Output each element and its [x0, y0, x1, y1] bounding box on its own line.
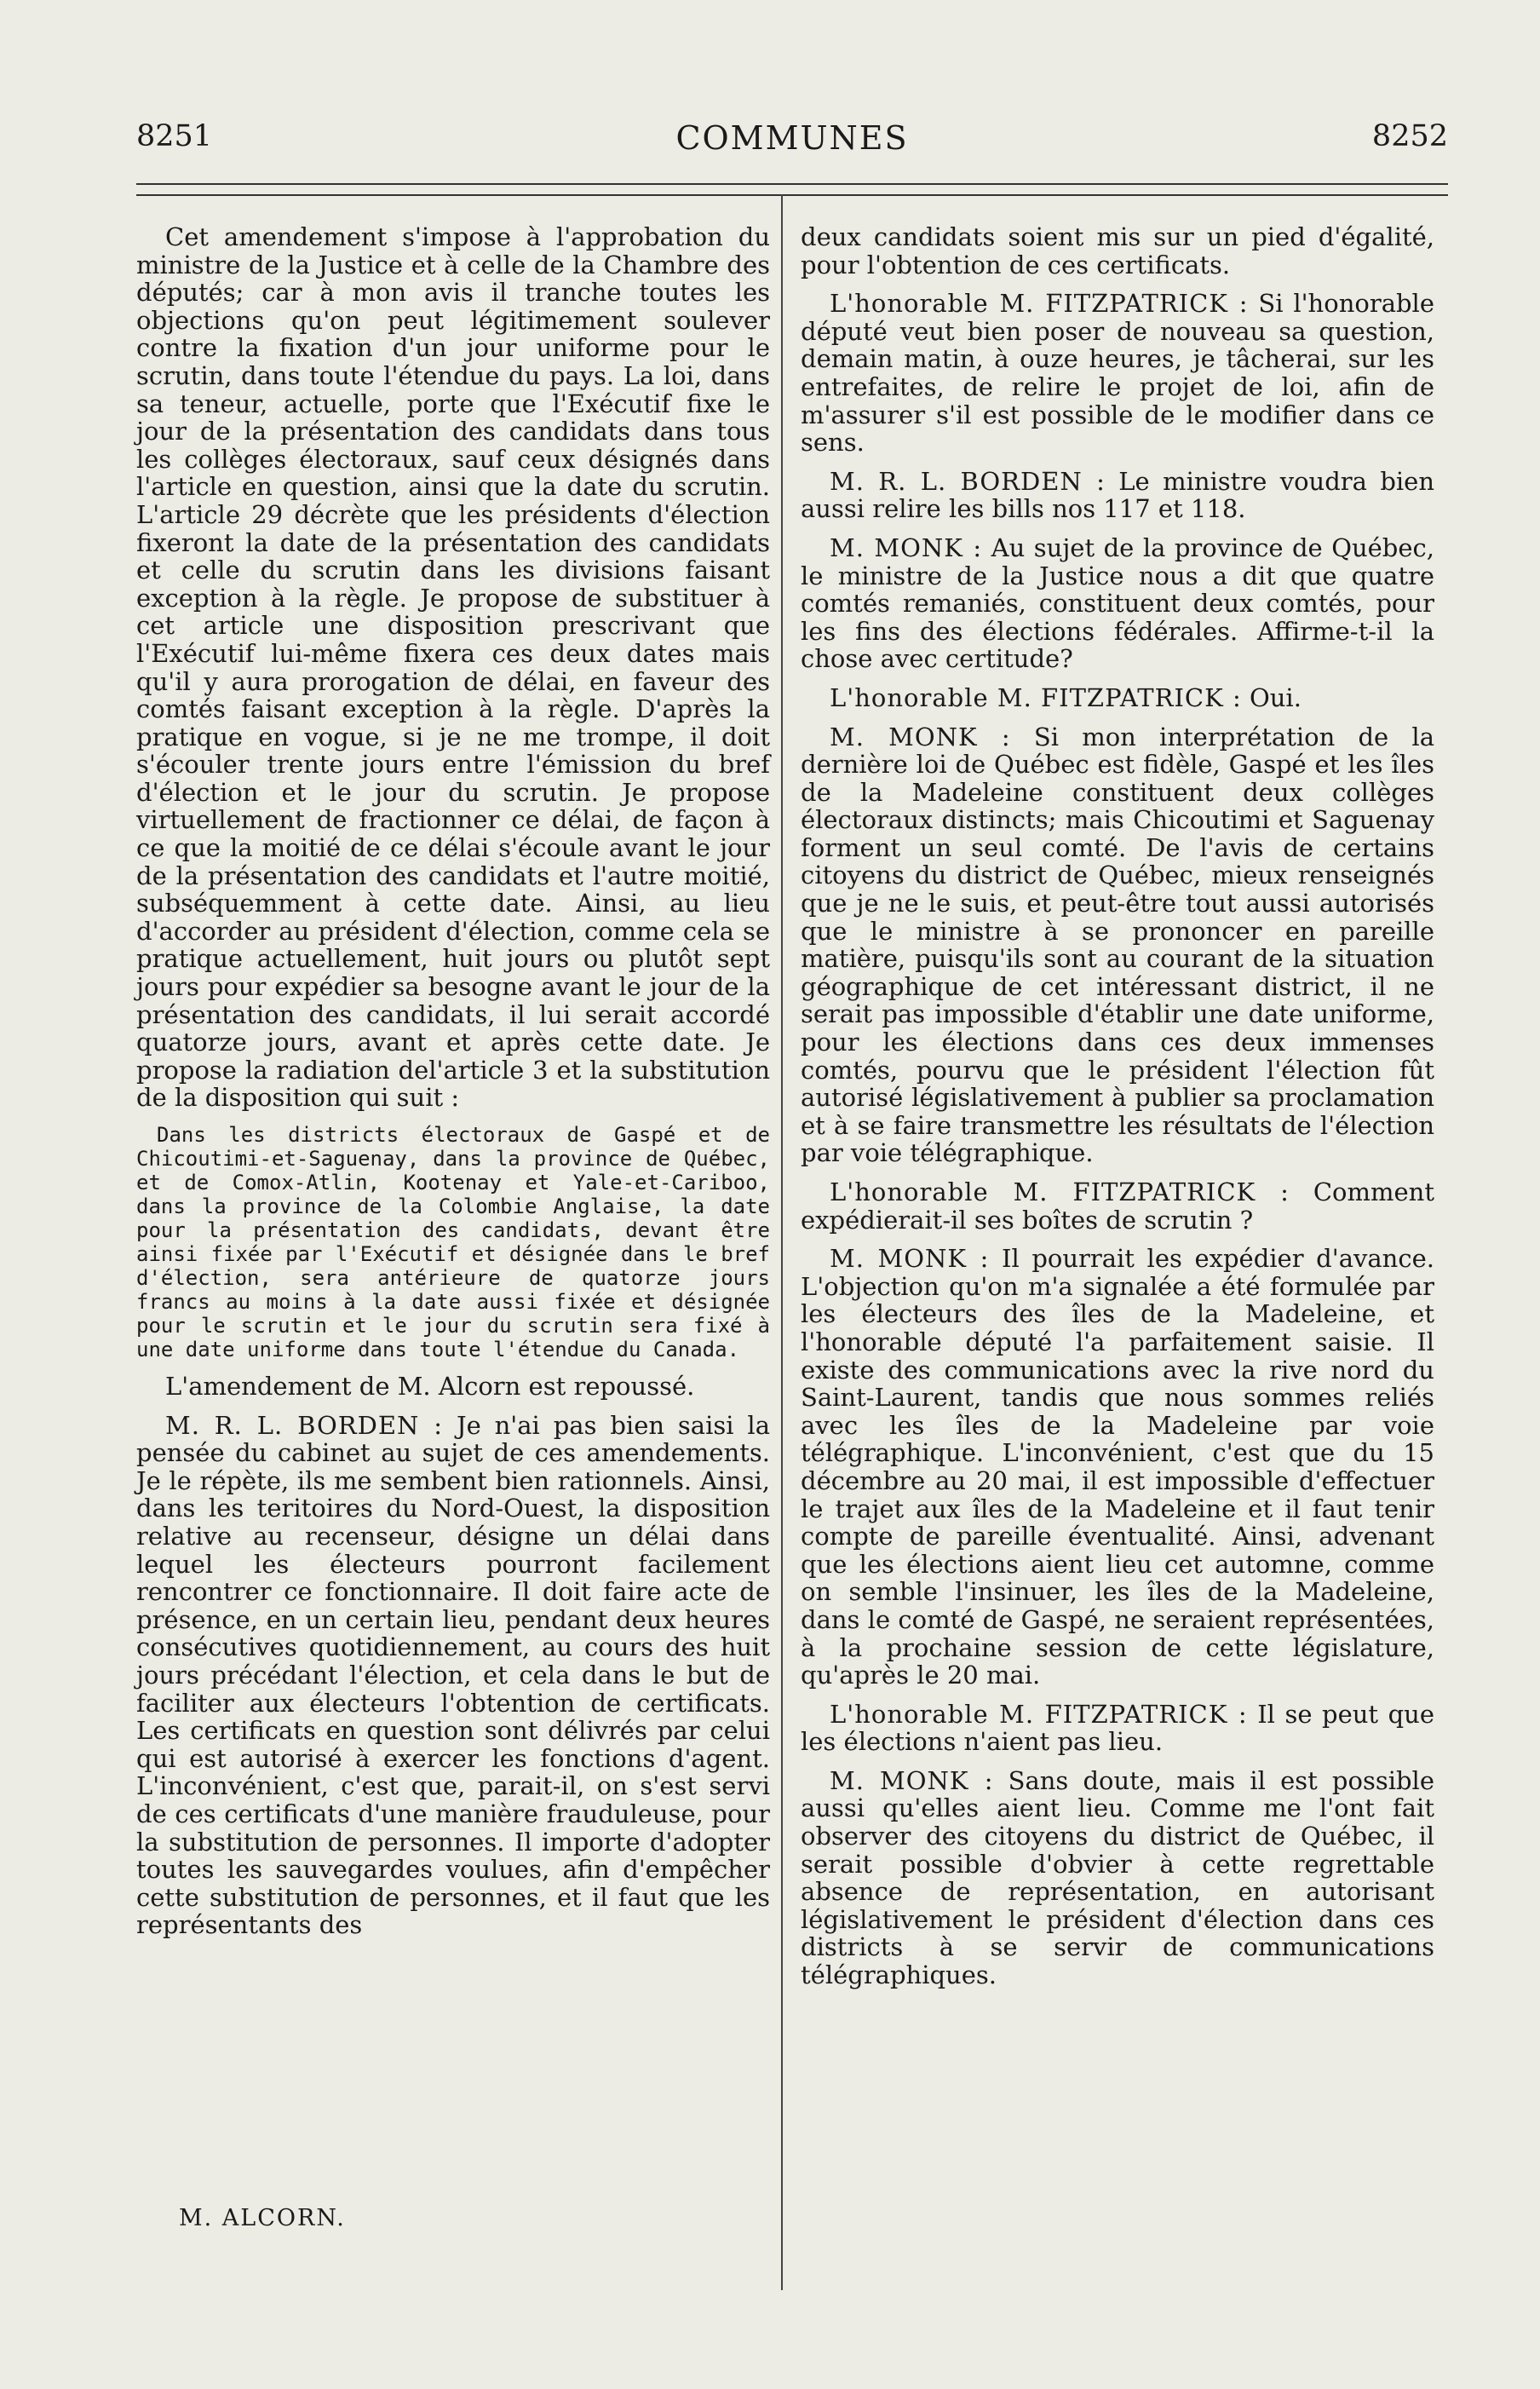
running-title: COMMUNES: [675, 119, 909, 157]
speech-text: Il se peut que les élections n'aient pas lieu.: [801, 1699, 1434, 1757]
speaker-name: M. MONK :: [830, 532, 983, 562]
paragraph: L'amendement de M. Alcorn est repoussé.: [165, 1372, 695, 1401]
paragraph: Cet amendement s'impose à l'approbation du ministre de la Justice et à celle de la Chambre des députés; car à mon avis il tranche toutes les objections qu'on peut légitimement soulever contre la fixation d'un jour uniforme pour le scrutin, dans toute l'étendue du pays. La loi, dans sa teneur, actuelle, porte que l'Exécutif fixe le jour de la présentation des candidats dans tous les collèges électoraux, sauf ceux désignés dans l'article en question, ainsi que la date du scrutin. L'article 29 décrète que les présidents d'élection fixeront la date de la présentation des candidats et celle du scrutin dans les divisions faisant exception à la règle. Je propose de substituer à cet article une disposition prescrivant que l'Exécutif lui-même fixera ces deux dates mais qu'il y aura prorogation de délai, en faveur des comtés faisant exception à la règle. D'après la pratique en vogue, si je ne me trompe, il doit s'écouler trente jours entre l'émission du bref d'élection et le jour du scrutin. Je propose virtuellement de fractionner ce délai, de façon à ce que la moitié de ce délai s'écoule avant le jour de la présentation des candidats et l'autre moitié, subséquemment à cette date. Ainsi, au lieu d'accorder au président d'élection, comme cela se pratique actuellement, huit jours ou plutôt sept jours pour expédier sa besogne avant le jour de la présentation des candidats, il lui serait accordé quatorze jours, avant et après cette date. Je propose la radiation del'article 3 et la substitution de la disposition qui suit :: [136, 222, 770, 1113]
speech-text: Sans doute, mais il est possible aussi qu'elles aient lieu. Comme me l'ont fait observer des citoyens du district de Québec, il serait possible d'obvier à cette regrettable absence de représentation, en autorisant législativement le président d'élection dans ces districts à se servir de communications télégraphiques.: [801, 1765, 1434, 1990]
quoted-amendment: Dans les districts électoraux de Gaspé et de Chicoutimi-et-Saguenay, dans la province de Québec, et de Comox-Atlin, Kootenay et Yale-et-Cariboo, dans la province de la Colombie Anglaise, la date pour la présentation des candidats, devant être ainsi fixée par l'Exécutif et désignée dans le bref d'élection, sera antérieure de quatorze jours francs au moins à la date aussi fixée et désignée pour le scrutin et le jour du scrutin sera fixé à une date uniforme dans toute l'étendue du Canada.: [136, 1123, 770, 1361]
speech-paragraph: [801, 290, 1434, 457]
right-column: [801, 223, 1434, 2000]
speech-text: Il pourrait les expédier d'avance. L'objection qu'on m'a signalée a été formulée par les électeurs des îles de la Madeleine, et l'honorable député l'a parfaitement saisie. Il existe des communications avec la rive nord du Saint-Laurent, tandis que nous sommes reliés avec les îles de la Madeleine par voie télégraphique. L'inconvénient, c'est que du 15 décembre au 20 mai, il est impossible d'effectuer le trajet aux îles de la Madeleine et il faut tenir compte de pareille éventualité. Ainsi, advenant que les élections aient lieu cet automne, comme on semble l'insinuer, les îles de la Madeleine, dans le comté de Gaspé, ne seraient représentées, à la prochaine session de cette législature, qu'après le 20 mai.: [801, 1244, 1434, 1690]
speaker-name: M. R. L. BORDEN :: [830, 466, 1106, 496]
speech-text: Le ministre voudra bien aussi relire les bills nos 117 et 118.: [801, 466, 1434, 524]
speech-paragraph: [801, 1767, 1434, 1989]
left-page-number: 8251: [136, 119, 213, 153]
speaker-name: M. MONK :: [830, 1765, 994, 1795]
paragraph: deux candidats soient mis sur un pied d'égalité, pour l'obtention de ces certificats.: [801, 222, 1434, 279]
speech-text: Comment expédierait-il ses boîtes de scrutin ?: [801, 1177, 1434, 1235]
column-divider: [781, 194, 783, 2290]
right-page-number: 8252: [1371, 119, 1448, 153]
speaker-name: L'honorable M. FITZPATRICK :: [830, 1699, 1248, 1729]
page-header: [136, 119, 1448, 162]
speaker-name: M. R. L. BORDEN :: [165, 1410, 444, 1440]
speaker-name: L'honorable M. FITZPATRICK :: [830, 289, 1249, 319]
speaker-name: M. MONK :: [830, 722, 1011, 751]
speech-text: Si l'honorable député veut bien poser de nouveau sa question, demain matin, à ouze heures, je tâcherai, sur les entrefaites, de relire le projet de loi, afin de m'assurer s'il est possible de le modifier dans ce sens.: [801, 289, 1434, 458]
speech-paragraph: [801, 534, 1434, 673]
speech-paragraph: [136, 1412, 770, 1939]
speech-text: Je n'ai pas bien saisi la pensée du cabinet au sujet de ces amendements. Je le répète, ils me sembent bien rationnels. Ainsi, dans les teritoires du Nord-Ouest, la disposition relative au recenseur, désigne un délai dans lequel les électeurs pourront facilement rencontrer ce fonctionnaire. Il doit faire acte de présence, en un certain lieu, pendant deux heures consécutives quotidiennement, au cours des huit jours précédant l'élection, et cela dans le but de faciliter aux électeurs l'obtention de certificats. Les certificats en question sont délivrés par celui qui est autorisé à exercer les fonctions d'agent. L'inconvénient, c'est que, parait-il, on s'est servi de ces certificats d'une manière frauduleuse, pour la substitution de personnes. Il importe d'adopter toutes les sauvegardes voulues, afin d'empêcher cette substitution de personnes, et il faut que les représentants des: [136, 1410, 770, 1940]
speech-paragraph: [801, 684, 1434, 712]
speech-paragraph: [801, 1178, 1434, 1234]
header-rule-top: [136, 183, 1448, 185]
speech-text: Au sujet de la province de Québec, le ministre de la Justice nous a dit que quatre comtés remaniés, constituent deux comtés, pour les fins des élections fédérales. Affirme-t-il la chose avec certitude?: [801, 532, 1434, 674]
left-column: [136, 223, 770, 1950]
speech-text: Si mon interprétation de la dernière loi de Québec est fidèle, Gaspé et les îles de la Madeleine constituent deux collèges électoraux distincts; mais Chicoutimi et Saguenay forment un seul comté. De l'avis de certains citoyens du district de Québec, mieux renseignés que je ne le suis, et peut-être tout aussi autorisés que le ministre à se prononcer en pareille matière, puisqu'ils sont au courant de la situation géographique de cet intéressant district, il ne serait pas impossible d'établir une date uniforme, pour les élections dans ces deux immenses comtés, pourvu que le président l'élection fût autorisé législativement à publier sa proclamation et à se faire transmettre les résultats de l'élection par voie télégraphique.: [801, 722, 1434, 1168]
speech-paragraph: [801, 1701, 1434, 1756]
speaker-name: L'honorable M. FITZPATRICK :: [830, 1177, 1290, 1206]
speech-paragraph: [801, 723, 1434, 1168]
header-rule-bottom: [136, 194, 1448, 196]
speaker-name: M. MONK :: [830, 1244, 990, 1274]
speech-paragraph: [801, 1245, 1434, 1690]
speaker-name: L'honorable M. FITZPATRICK :: [830, 682, 1242, 712]
column-footer: M. ALCORN.: [179, 2205, 346, 2231]
speech-paragraph: [801, 468, 1434, 523]
speech-text: Oui.: [1241, 682, 1302, 712]
